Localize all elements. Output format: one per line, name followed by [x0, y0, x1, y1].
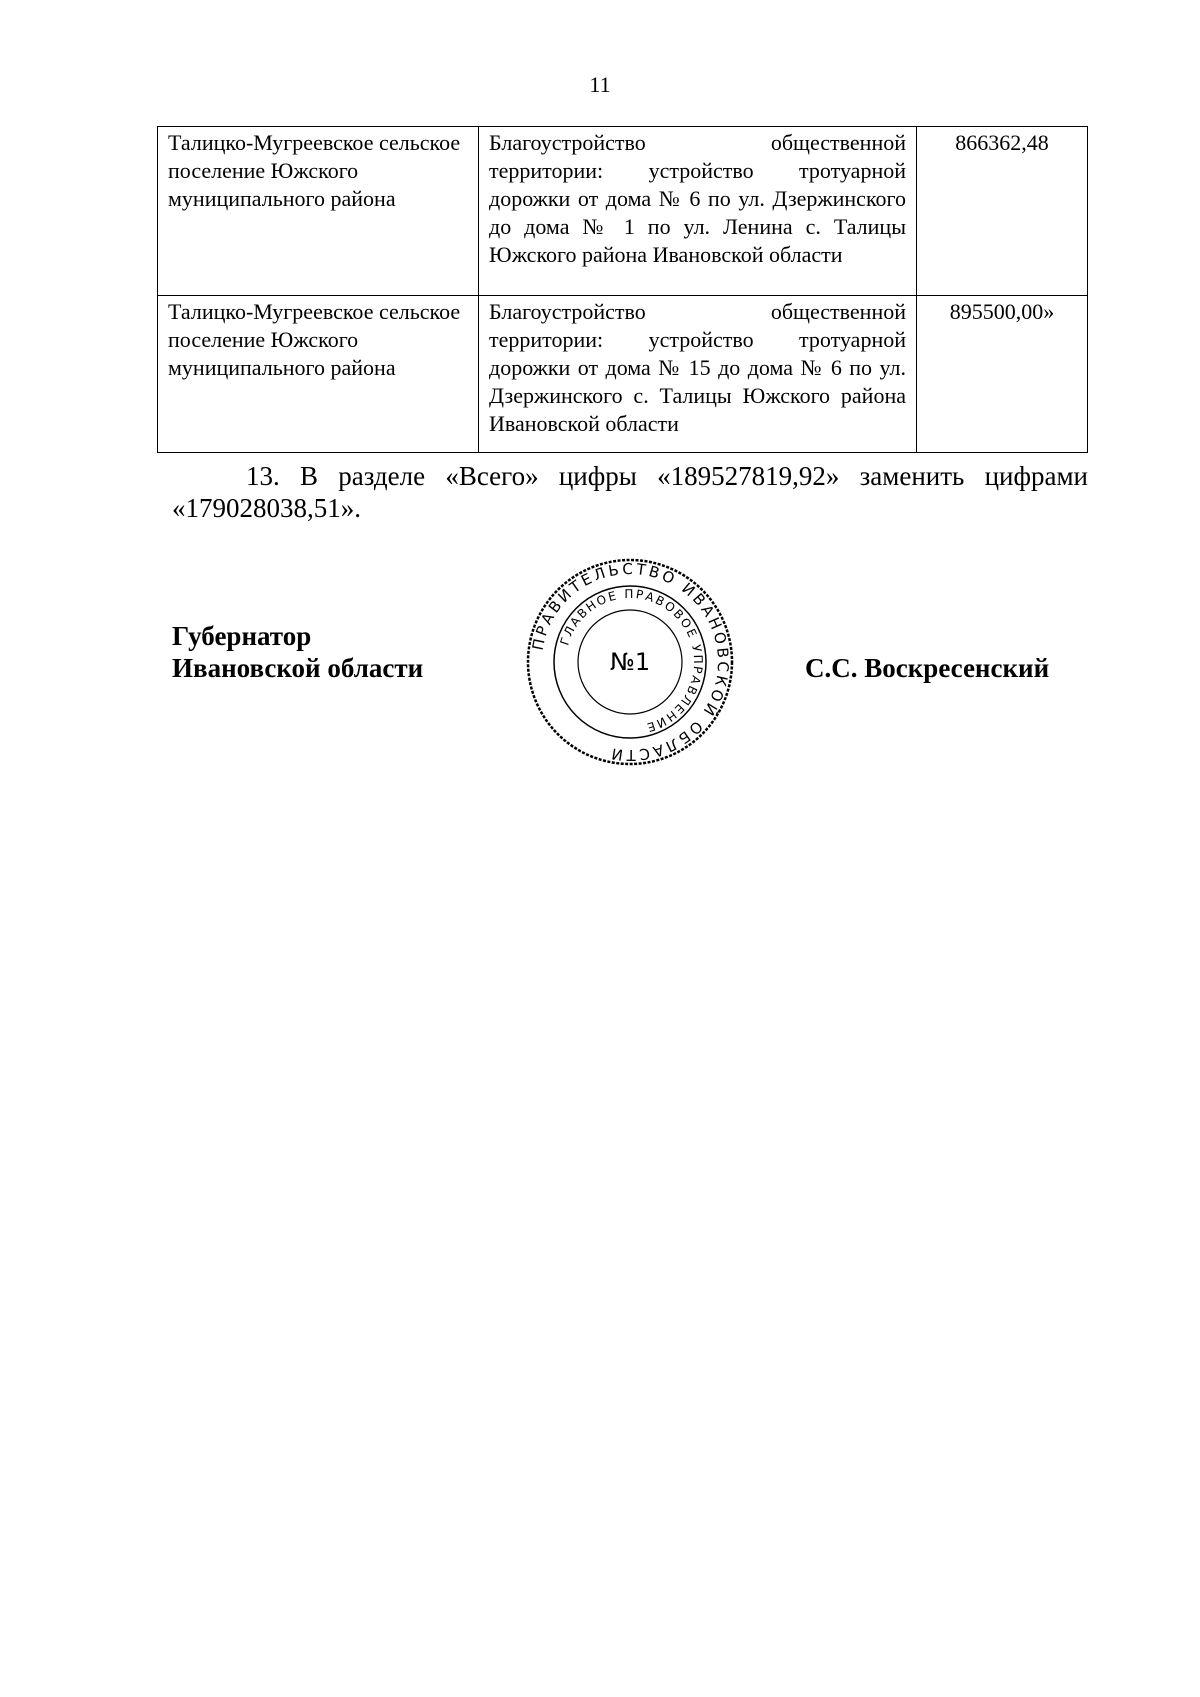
amendment-paragraph: 13. В разделе «Всего» цифры «189527819,92» заменить цифрами «179028038,51».	[172, 461, 1088, 523]
project-description-cell: Благоустройство общественной территории: устройство тротуарной дорожки от дома № 6 по ул. Дзержинского до дома № 1 по ул. Ленина с. Талицы Южского района Ивановской области	[479, 127, 917, 296]
funding-table	[157, 126, 1088, 453]
table-row	[158, 296, 1088, 453]
stamp-outer-text: ПРАВИТЕЛЬСТВО ИВАНОВСКОЙ ОБЛАСТИ	[528, 559, 733, 765]
signatory-title-line: Губернатор	[172, 621, 312, 651]
stamp-number: №1	[609, 648, 651, 676]
municipality-cell: Талицко-Мугреевское сельское поселение Южского муниципального района	[158, 296, 479, 453]
table-row	[158, 127, 1088, 296]
amount-cell: 866362,48	[917, 127, 1088, 296]
signatory-title-line: Ивановской области	[172, 653, 424, 683]
official-stamp	[525, 557, 735, 767]
municipality-cell: Талицко-Мугреевское сельское поселение Южского муниципального района	[158, 127, 479, 296]
signatory-title	[172, 620, 423, 684]
amount-cell: 895500,00»	[917, 296, 1088, 453]
stamp-inner-text: ГЛАВНОЕ ПРАВОВОЕ УПРАВЛЕНИЕ	[557, 586, 706, 735]
project-description-cell: Благоустройство общественной территории: устройство тротуарной дорожки от дома № 15 до дома № 6 по ул. Дзержинского с. Талицы Южского района Ивановской области	[479, 296, 917, 453]
page-number: 11	[589, 72, 611, 97]
signatory-name: С.С. Воскресенский	[805, 653, 1050, 683]
